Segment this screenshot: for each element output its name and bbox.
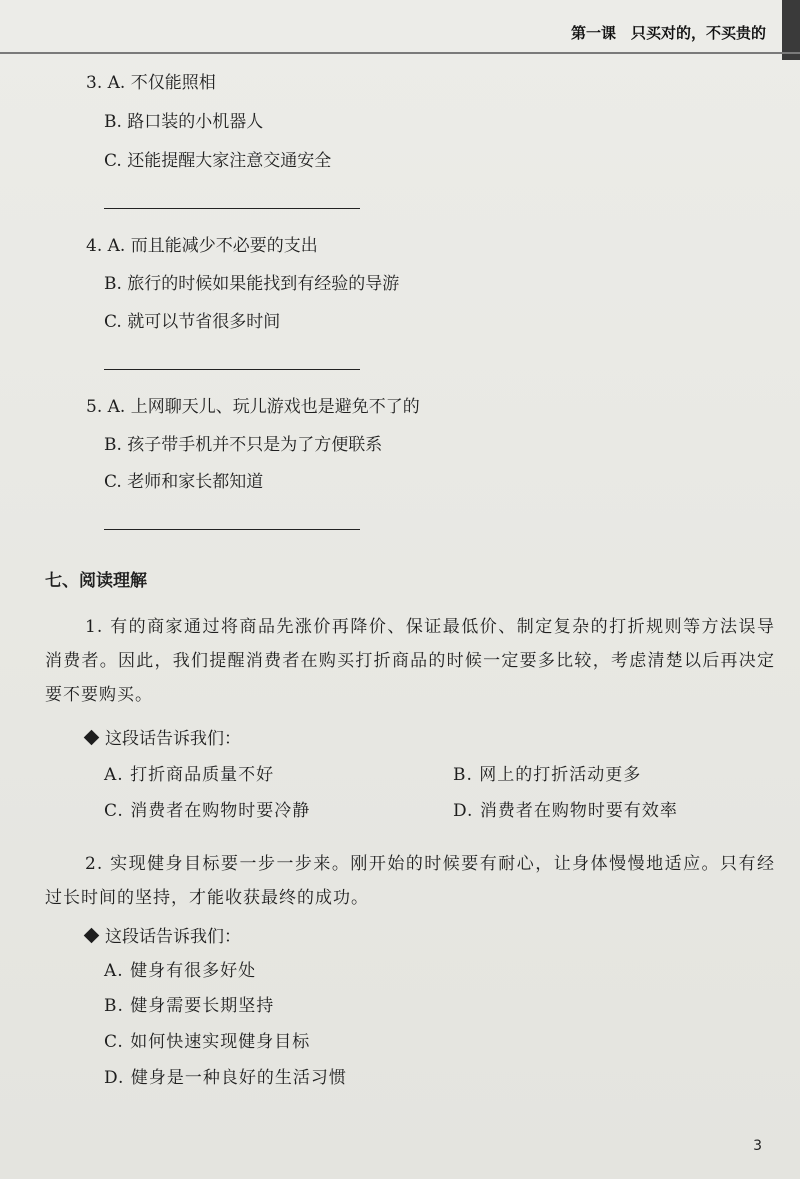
reading-2-prompt-text: 这段话告诉我们： [105,927,241,947]
item-5-option-a: 5. A. 上网聊天儿、玩儿游戏也是避免不了的 [86,397,420,417]
reading-1-option-d[interactable]: D. 消费者在购物时要有效率 [453,801,678,821]
reading-1-option-a[interactable]: A. 打折商品质量不好 [104,765,275,785]
item-5-answer-blank[interactable] [104,529,360,530]
diamond-bullet-icon [84,730,100,746]
reading-2-option-b[interactable]: B. 健身需要长期坚持 [104,996,275,1016]
item-3-option-b: B. 路口装的小机器人 [104,112,264,132]
item-5-option-b: B. 孩子带手机并不只是为了方便联系 [104,435,383,455]
item-4-answer-blank[interactable] [104,369,360,370]
item-4-option-a: 4. A. 而且能减少不必要的支出 [86,236,318,256]
header-rule [0,52,800,54]
reading-1-prompt [86,728,241,750]
diamond-bullet-icon [84,928,100,944]
reading-2-option-d[interactable]: D. 健身是一种良好的生活习惯 [104,1068,347,1088]
reading-1-option-c[interactable]: C. 消费者在购物时要冷静 [104,801,311,821]
item-4-option-b: B. 旅行的时候如果能找到有经验的导游 [104,274,400,294]
reading-2-prompt [86,926,241,948]
reading-2-option-c[interactable]: C. 如何快速实现健身目标 [104,1032,311,1052]
item-3-answer-blank[interactable] [104,208,360,209]
page-edge-strip [782,0,800,60]
item-3-option-c: C. 还能提醒大家注意交通安全 [104,151,332,171]
page-number: 3 [753,1138,762,1154]
reading-1-passage: 1. 有的商家通过将商品先涨价再降价、保证最低价、制定复杂的打折规则等方法误导消费者。因此，我们提醒消费者在购买打折商品的时候一定要多比较，考虑清楚以后再决定要不要购买。 [45,617,775,705]
item-3-option-a: 3. A. 不仅能照相 [86,73,216,93]
lesson-header: 第一课 只买对的，不买贵的 [570,24,766,42]
item-4-option-c: C. 就可以节省很多时间 [104,312,281,332]
reading-1-prompt-text: 这段话告诉我们： [105,729,241,749]
section-title: 七、阅读理解 [45,571,147,591]
item-5-option-c: C. 老师和家长都知道 [104,472,264,492]
reading-2-option-a[interactable]: A. 健身有很多好处 [104,961,257,981]
reading-2-passage: 2. 实现健身目标要一步一步来。刚开始的时候要有耐心，让身体慢慢地适应。只有经过长时间的坚持，才能收获最终的成功。 [45,854,775,908]
reading-1-option-b[interactable]: B. 网上的打折活动更多 [453,765,642,785]
